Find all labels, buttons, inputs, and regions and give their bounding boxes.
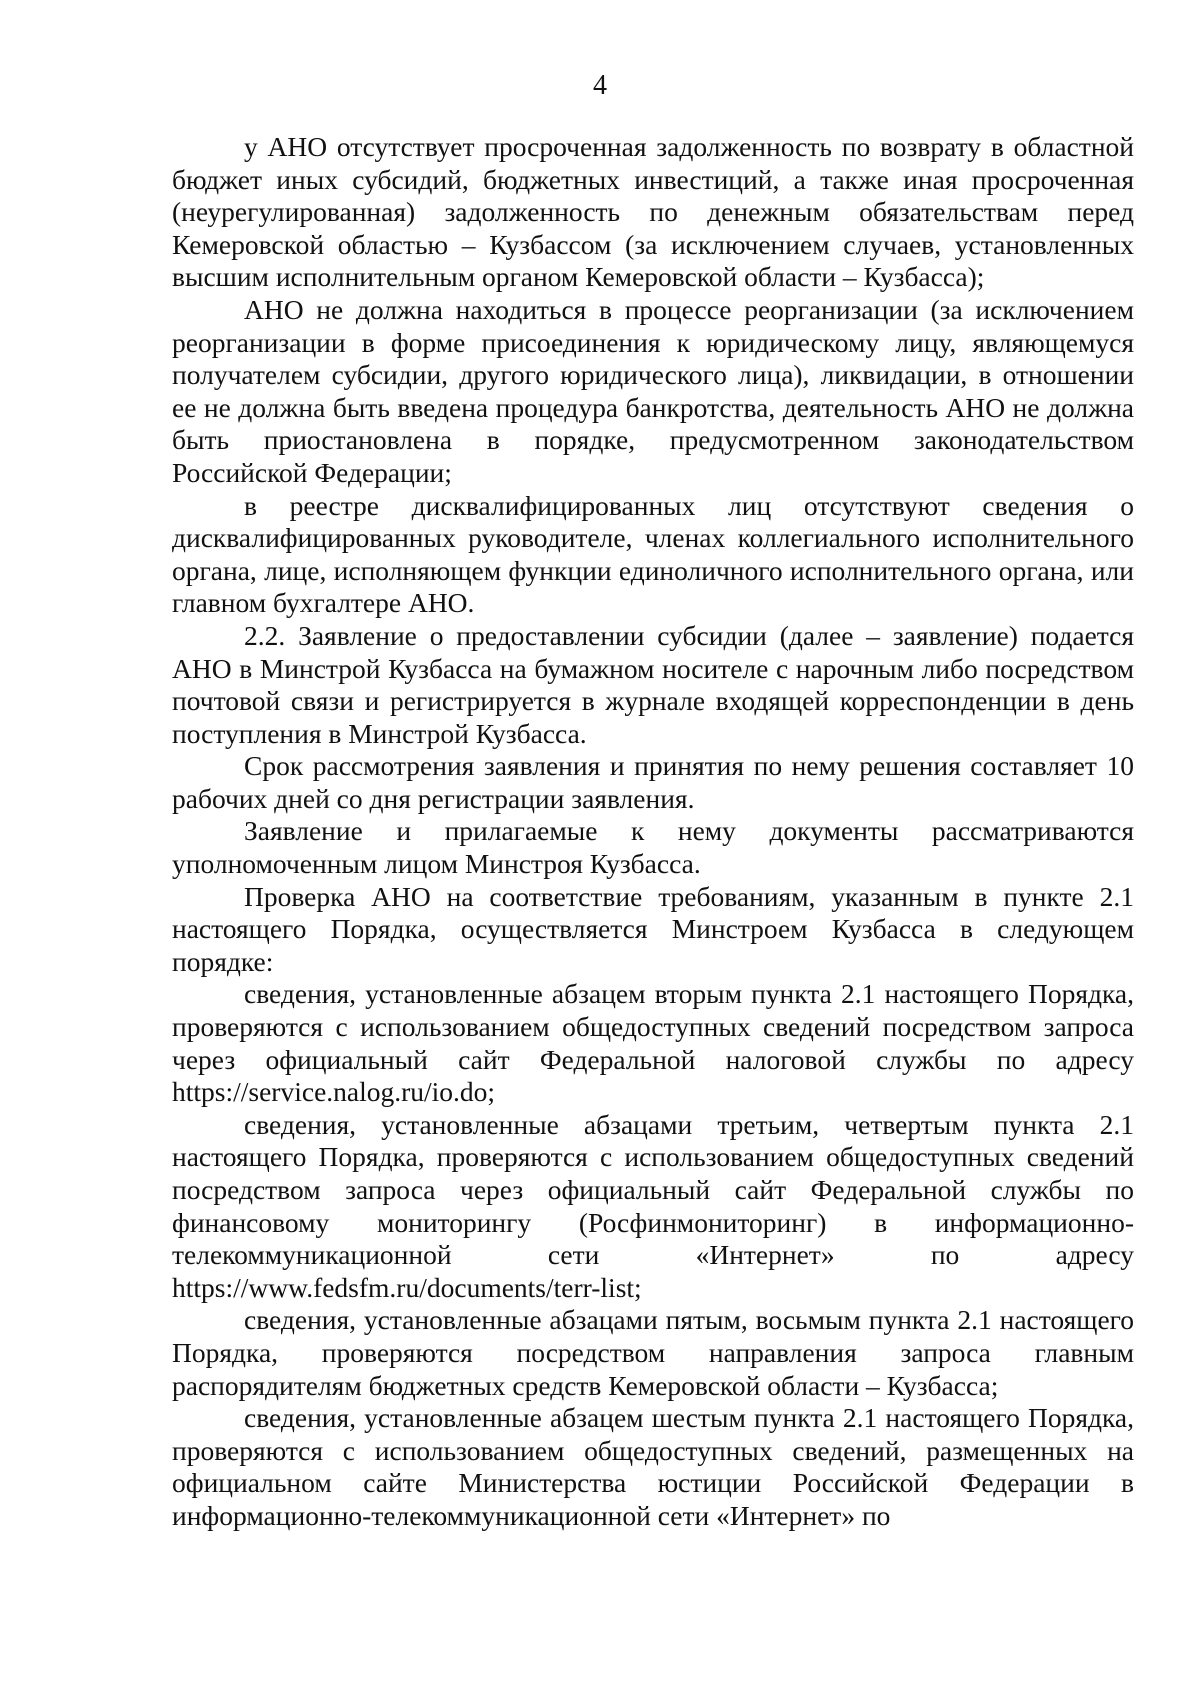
paragraph-justice-ministry-check: сведения, установленные абзацем шестым пункта 2.1 настоящего Порядка, проверяются с использованием общедоступных сведений, размещенных на официальном сайте Министерства юстиции Российской Федерации в информационно-телекоммуникационной сети «Интернет» по bbox=[172, 1402, 1134, 1531]
paragraph-verification-order: Проверка АНО на соответствие требованиям, указанным в пункте 2.1 настоящего Порядка, осуществляется Минстроем Кузбасса в следующем порядке: bbox=[172, 880, 1134, 977]
paragraph-review-period: Срок рассмотрения заявления и принятия по нему решения составляет 10 рабочих дней со дня регистрации заявления. bbox=[172, 750, 1134, 814]
document-body bbox=[172, 131, 1134, 1533]
paragraph-tax-service-check: сведения, установленные абзацем вторым пункта 2.1 настоящего Порядка, проверяются с использованием общедоступных сведений посредством запроса через официальный сайт Федеральной налоговой службы по адресу https://service.nalog.ru/io.do; bbox=[172, 978, 1134, 1108]
paragraph-disqualified-registry: в реестре дисквалифицированных лиц отсутствуют сведения о дисквалифицированных руководителе, членах коллегиального исполнительного органа, лице, исполняющем функции единоличного исполнительного органа, или главном бухгалтере АНО. bbox=[172, 489, 1134, 619]
paragraph-rosfinmonitoring-check: сведения, установленные абзацами третьим, четвертым пункта 2.1 настоящего Порядка, проверяются с использованием общедоступных сведений посредством запроса через официальный сайт Федеральной службы по финансовому мониторингу (Росфинмониторинг) в информационно-телекоммуникационной сети «Интернет» по адресу https://www.fedsfm.ru/documents/terr-list; bbox=[172, 1108, 1134, 1303]
paragraph-reorganization: АНО не должна находиться в процессе реорганизации (за исключением реорганизации в форме присоединения к юридическому лицу, являющемуся получателем субсидии, другого юридического лица), ликвидации, в отношении ее не должна быть введена процедура банкротства, деятельность АНО не должна быть приостановлена в порядке, предусмотренном законодательством Российской Федерации; bbox=[172, 293, 1134, 488]
paragraph-2-2-application: 2.2. Заявление о предоставлении субсидии (далее – заявление) подается АНО в Минстрой Кузбасса на бумажном носителе с нарочным либо посредством почтовой связи и регистрируется в журнале входящей корреспонденции в день поступления в Минстрой Кузбасса. bbox=[172, 619, 1134, 749]
paragraph-documents-review: Заявление и прилагаемые к нему документы рассматриваются уполномоченным лицом Минстроя Кузбасса. bbox=[172, 815, 1134, 880]
page-number: 4 bbox=[593, 70, 607, 101]
paragraph-overdue-debt: у АНО отсутствует просроченная задолженность по возврату в областной бюджет иных субсидий, бюджетных инвестиций, а также иная просроченная (неурегулированная) задолженность по денежным обязательствам перед Кемеровской областью – Кузбассом (за исключением случаев, установленных высшим исполнительным органом Кемеровской области – Кузбасса); bbox=[172, 131, 1134, 293]
paragraph-budget-managers-check: сведения, установленные абзацами пятым, восьмым пункта 2.1 настоящего Порядка, проверяются посредством направления запроса главным распорядителям бюджетных средств Кемеровской области – Кузбасса; bbox=[172, 1304, 1134, 1401]
